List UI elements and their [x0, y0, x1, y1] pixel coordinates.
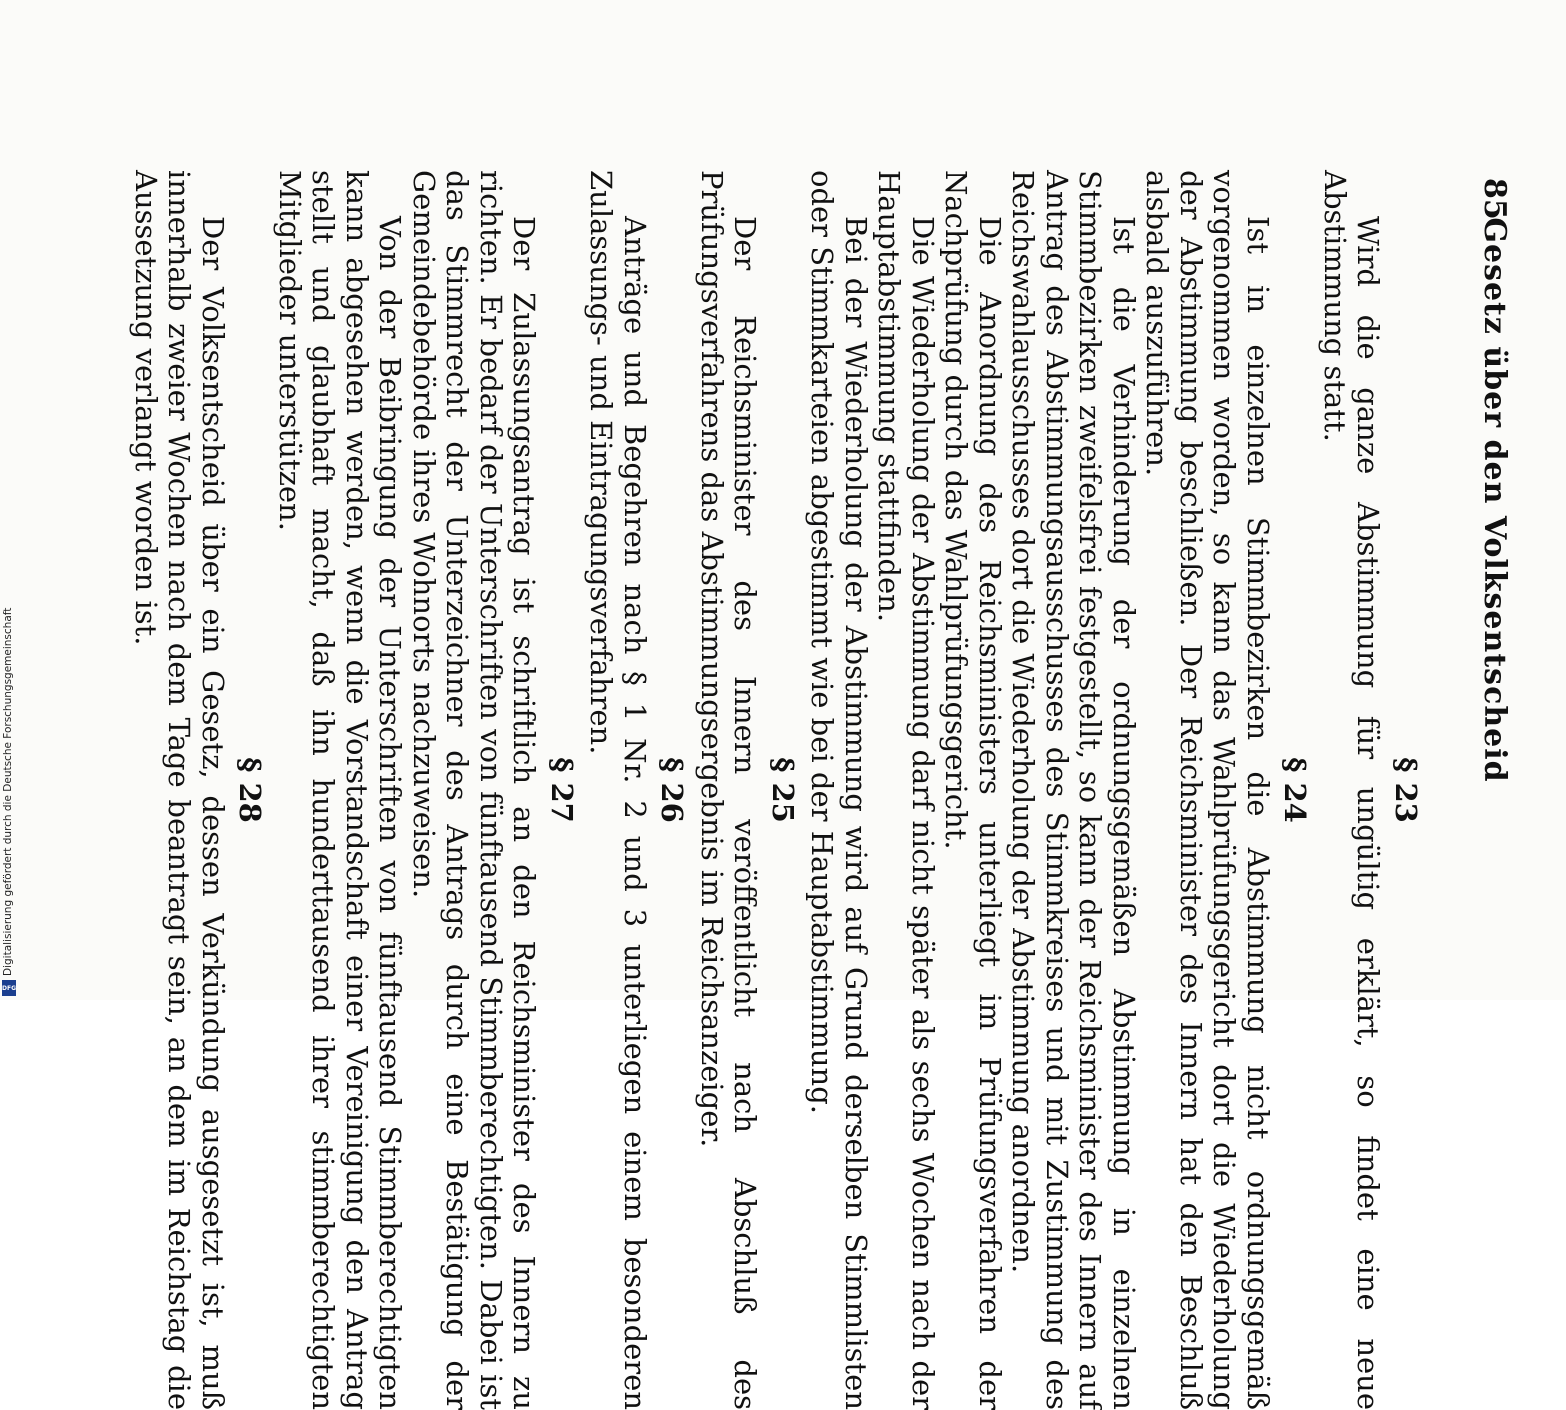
- section-heading: § 24: [1278, 757, 1313, 823]
- page-header: [1466, 0, 1526, 1000]
- section-heading: § 26: [655, 757, 690, 823]
- section-paragraph: Ist die Verhinderung der ordnungsgemäßen Abstimmung in einzelnen Stimmbezirken zweifelsfrei festgestellt, so kann der Reichsminister des Innern auf Antrag des Abstimmungsausschusses des Stimmkreises und mit Zustimmung des Reichswahlausschusses dort die Wiederholung der Abstimmung anordnen.: [1006, 170, 1141, 1410]
- section-paragraph: Bei der Wiederholung der Abstimmung wird auf Grund derselben Stimmlisten oder Stimmkarteien abgestimmt wie bei der Hauptabstimmung.: [805, 170, 873, 1410]
- section-heading: § 28: [233, 757, 268, 823]
- page-number: 85: [1477, 178, 1512, 220]
- dfg-logo: DFG: [2, 980, 16, 996]
- section-paragraph: Anträge und Begehren nach § 1 Nr. 2 und 3 unterliegen einem besonderen Zulassungs- und Eintragungsverfahren.: [584, 170, 652, 1410]
- section-paragraph: Wird die ganze Abstimmung für ungültig erklärt, so findet eine neue Abstimmung statt.: [1318, 170, 1386, 1410]
- document-body: [129, 170, 1429, 1410]
- section-paragraph: Der Volksentscheid über ein Gesetz, dessen Verkündung ausgesetzt ist, muß innerhalb zweier Wochen nach dem Tage beantragt sein, an dem im Reichstag die Aussetzung verlangt worden ist.: [129, 170, 230, 1410]
- section-paragraph: Der Zulassungsantrag ist schriftlich an den Reichsminister des Innern zu richten. Er bedarf der Unterschriften von fünftausend Stimmberechtigten. Dabei ist das Stimmrecht der Unterzeichner des Antrags durch eine Bestätigung der Gemeindebehörde ihres Wohnorts nachzuweisen.: [407, 170, 542, 1410]
- section-paragraph: Von der Beibringung der Unterschriften von fünftausend Stimmberechtigten kann abgesehen werden, wenn die Vorstandschaft einer Vereinigung den Antrag stellt und glaubhaft macht, daß ihn hunderttausend ihrer stimmberechtigten Mitglieder unterstützen.: [273, 170, 408, 1410]
- section-heading: § 27: [545, 757, 579, 823]
- credit-text: Digitalisierung gefördert durch die Deutsche Forschungsgemeinschaft: [2, 607, 14, 976]
- digitization-credit: [2, 606, 16, 996]
- section-paragraph: Die Wiederholung der Abstimmung darf nicht später als sechs Wochen nach der Hauptabstimmung stattfinden.: [872, 170, 940, 1410]
- section-heading: § 23: [1389, 757, 1423, 823]
- section-paragraph: Der Reichsminister des Innern veröffentlicht nach Abschluß des Prüfungsverfahrens das Abstimmungsergebnis im Reichsanzeiger.: [695, 170, 763, 1410]
- section-heading: § 25: [766, 757, 800, 823]
- running-title: Gesetz über den Volksentscheid: [1477, 217, 1512, 783]
- section-paragraph: Ist in einzelnen Stimmbezirken die Abstimmung nicht ordnungsgemäß vorgenommen worden, so kann das Wahlprüfungsgericht dort die Wiederholung der Abstimmung beschließen. Der Reichsminister des Innern hat den Beschluß alsbald auszuführen.: [1140, 170, 1275, 1410]
- section-paragraph: Die Anordnung des Reichsministers unterliegt im Prüfungsverfahren der Nachprüfung durch das Wahlprüfungsgericht.: [939, 170, 1007, 1410]
